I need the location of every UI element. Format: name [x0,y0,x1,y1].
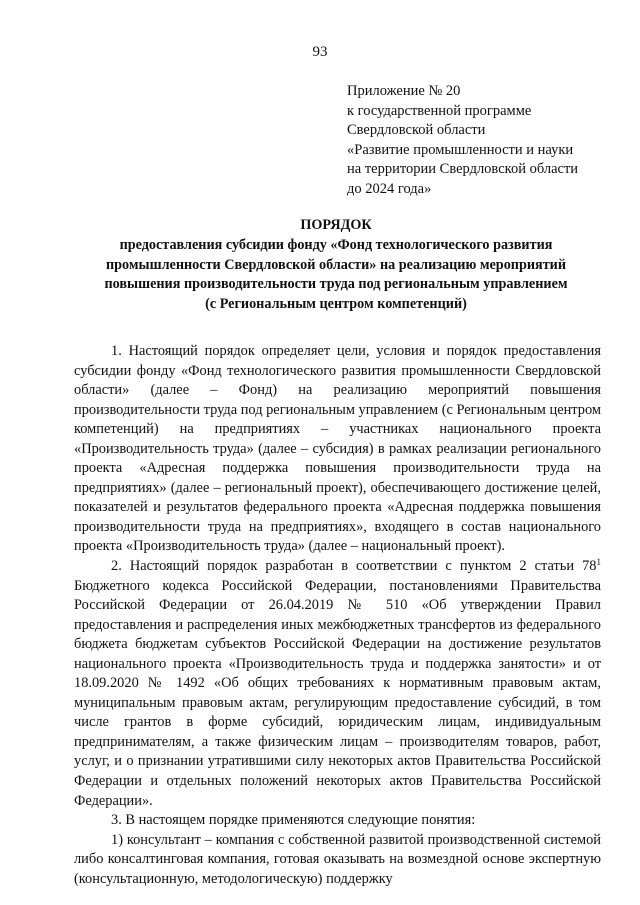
appendix-line: до 2024 года» [347,180,432,197]
page-number: 93 [312,44,328,60]
title-line: предоставления субсидии фонду «Фонд технологического развития [119,237,553,254]
appendix-line: на территории Свердловской области [347,161,579,178]
appendix-line: «Развитие промышленности и науки [347,141,574,158]
appendix-line: Приложение № 20 [347,83,461,99]
appendix-header [347,82,617,200]
paragraph-1: 1. Настоящий порядок определяет цели, условия и порядок предоставления субсидии фонду «Фонд технологического развития промышленности Свердловской области» (далее – Фонд) на реализацию мероприятий повышения производительности труда под региональным управлением (с Региональным центром компетенций) на предприятиях – участниках национального проекта «Производительность труда» (далее – субсидия) в рамках реализации регионального проекта «Адресная поддержка повышения производительности труда на предприятиях» (далее – региональный проект), обеспечивающего достижение целей, показателей и результатов федерального проекта «Адресная поддержка повышения производительности труда на предприятиях», входящего в состав национального проекта «Производительность труда» (далее – национальный проект). [74,343,601,555]
appendix-line: Свердловской области [347,122,486,139]
superscript: 1 [596,557,601,568]
appendix-line: к государственной программе [347,102,532,119]
document-title [60,216,612,314]
paragraph-2-start: 2. Настоящий порядок разработан в соответствии с пунктом 2 статьи 78 [111,558,597,575]
title-heading: ПОРЯДОК [300,217,372,233]
document-body [74,342,601,889]
title-line: (с Региональным центром компетенций) [205,295,467,312]
paragraph-4: 1) консультант – компания с собственной развитой производственной системой либо консалтинговая компания, готовая оказывать на возмездной основе экспертную (консультационную, методологическую) поддержку [74,831,601,887]
paragraph-3: 3. В настоящем порядке применяются следующие понятия: [111,812,476,829]
title-line: повышения производительности труда под региональным управлением [104,276,568,293]
paragraph-2-rest: Бюджетного кодекса Российской Федерации, постановлениями Правительства Российской Федерации от 26.04.2019 № 510 «Об утверждении Правил предоставления и распределения иных межбюджетных трансфертов из федерального бюджета бюджетам субъектов Российской Федерации на достижение результатов национального проекта «Производительность труда и поддержка занятости» и от 18.09.2020 № 1492 «Об общих требованиях к нормативным правовым актам, муниципальным правовым актам, регулирующим предоставление субсидий, в том числе грантов в форме субсидий, юридическим лицам, индивидуальным предпринимателям, а также физическим лицам – производителям товаров, работ, услуг, и о признании утратившими силу некоторых актов Правительства Российской Федерации и отдельных положений некоторых актов Правительства Российской Федерации». [74,577,601,809]
title-line: промышленности Свердловской области» на реализацию мероприятий [105,256,567,273]
paragraph-2 [74,557,601,811]
